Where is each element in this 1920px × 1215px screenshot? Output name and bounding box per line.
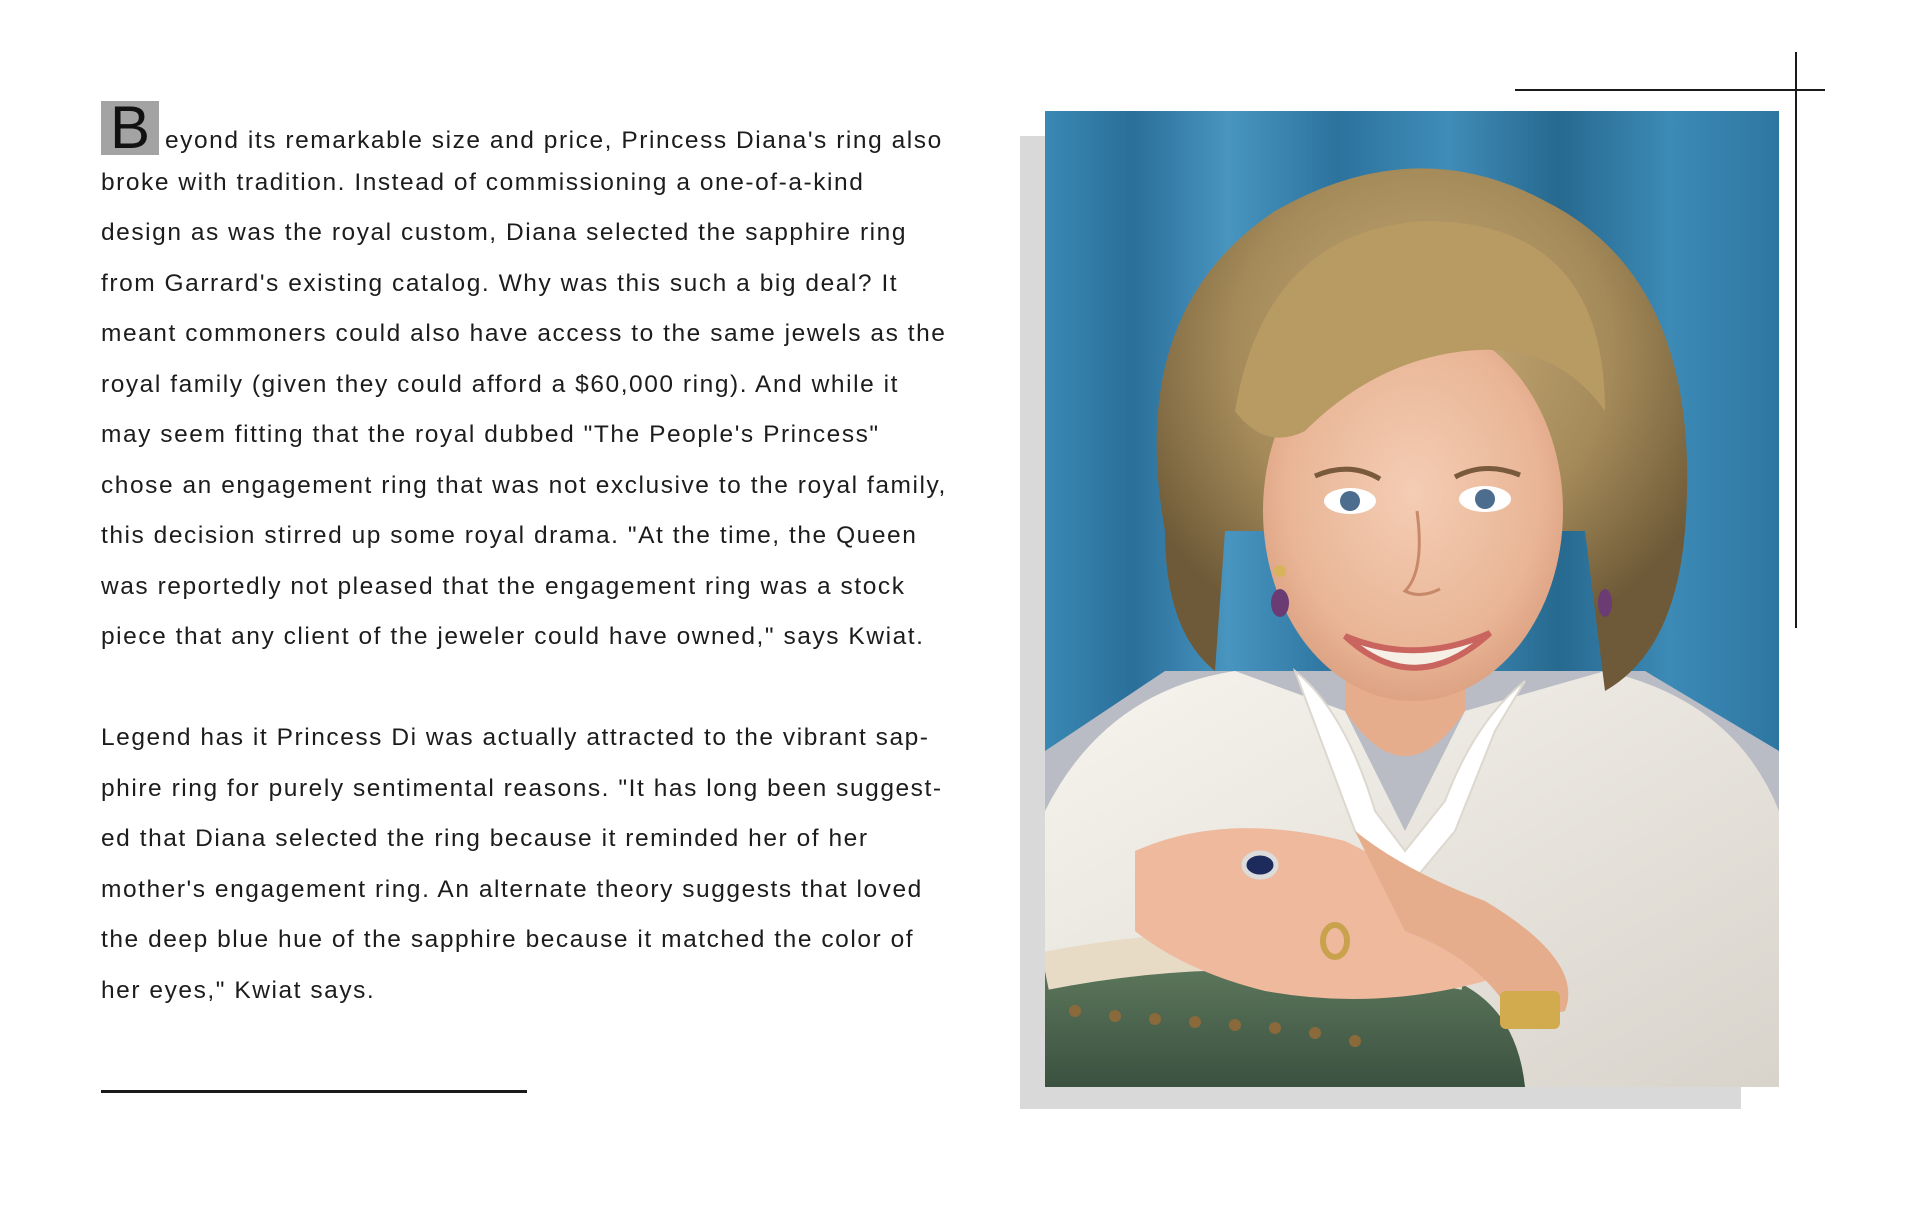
paragraph-spacer [101,663,921,714]
right-iris-shape [1475,489,1495,509]
paragraph-2-line: mother's engagement ring. An alternate theory suggests that loved [101,875,923,903]
left-earring-drop-shape [1271,589,1289,617]
paragraph-2-line: ed that Diana selected the ring because it reminded her of her [101,825,869,852]
paragraph-1-line: this decision stirred up some royal drama. "At the time, the Queen [101,522,918,549]
paragraph-2-line: Legend has it Princess Di was actually attracted to the vibrant sap- [101,724,930,751]
paragraph-2-line: her eyes," Kwiat says. [101,976,376,1004]
paragraph-2-line: phire ring for purely sentimental reasons. "It has long been suggest- [101,774,943,802]
paragraph-1-line: piece that any client of the jeweler could have owned," says Kwiat. [101,623,925,650]
paragraph-1-line: chose an engagement ring that was not exclusive to the royal family, [101,471,947,499]
paragraph-1-line: design as was the royal custom, Diana selected the sapphire ring [101,219,908,246]
decorative-vertical-line [1795,52,1797,628]
paragraph-1-line: may seem fitting that the royal dubbed "The People's Princess" [101,421,880,448]
paragraph-1-line: from Garrard's existing catalog. Why was this such a big deal? It [101,269,899,297]
sapphire-ring-shape [1244,853,1276,877]
decorative-horizontal-line [1515,89,1825,91]
watch-shape [1500,991,1560,1029]
drop-cap: B [101,101,159,155]
paragraph-2-line: the deep blue hue of the sapphire because it matched the color of [101,926,915,953]
portrait-illustration [1045,111,1779,1087]
paragraph-1-line-1 [101,94,943,161]
bottom-divider-line [101,1090,527,1093]
paragraph-1-first-line-text: eyond its remarkable size and price, Princess Diana's ring also [165,127,943,154]
paragraph-1-line: meant commoners could also have access to the same jewels as the [101,320,947,347]
right-earring-drop-shape [1598,589,1612,617]
left-earring-shape [1274,565,1286,577]
paragraph-1-line: was reportedly not pleased that the engagement ring was a stock [101,572,906,600]
paragraph-1-line: royal family (given they could afford a $60,000 ring). And while it [101,370,899,398]
portrait-photo [1045,111,1779,1087]
paragraph-1-line: broke with tradition. Instead of commissioning a one-of-a-kind [101,168,865,196]
left-iris-shape [1340,491,1360,511]
article-body [101,94,947,1016]
